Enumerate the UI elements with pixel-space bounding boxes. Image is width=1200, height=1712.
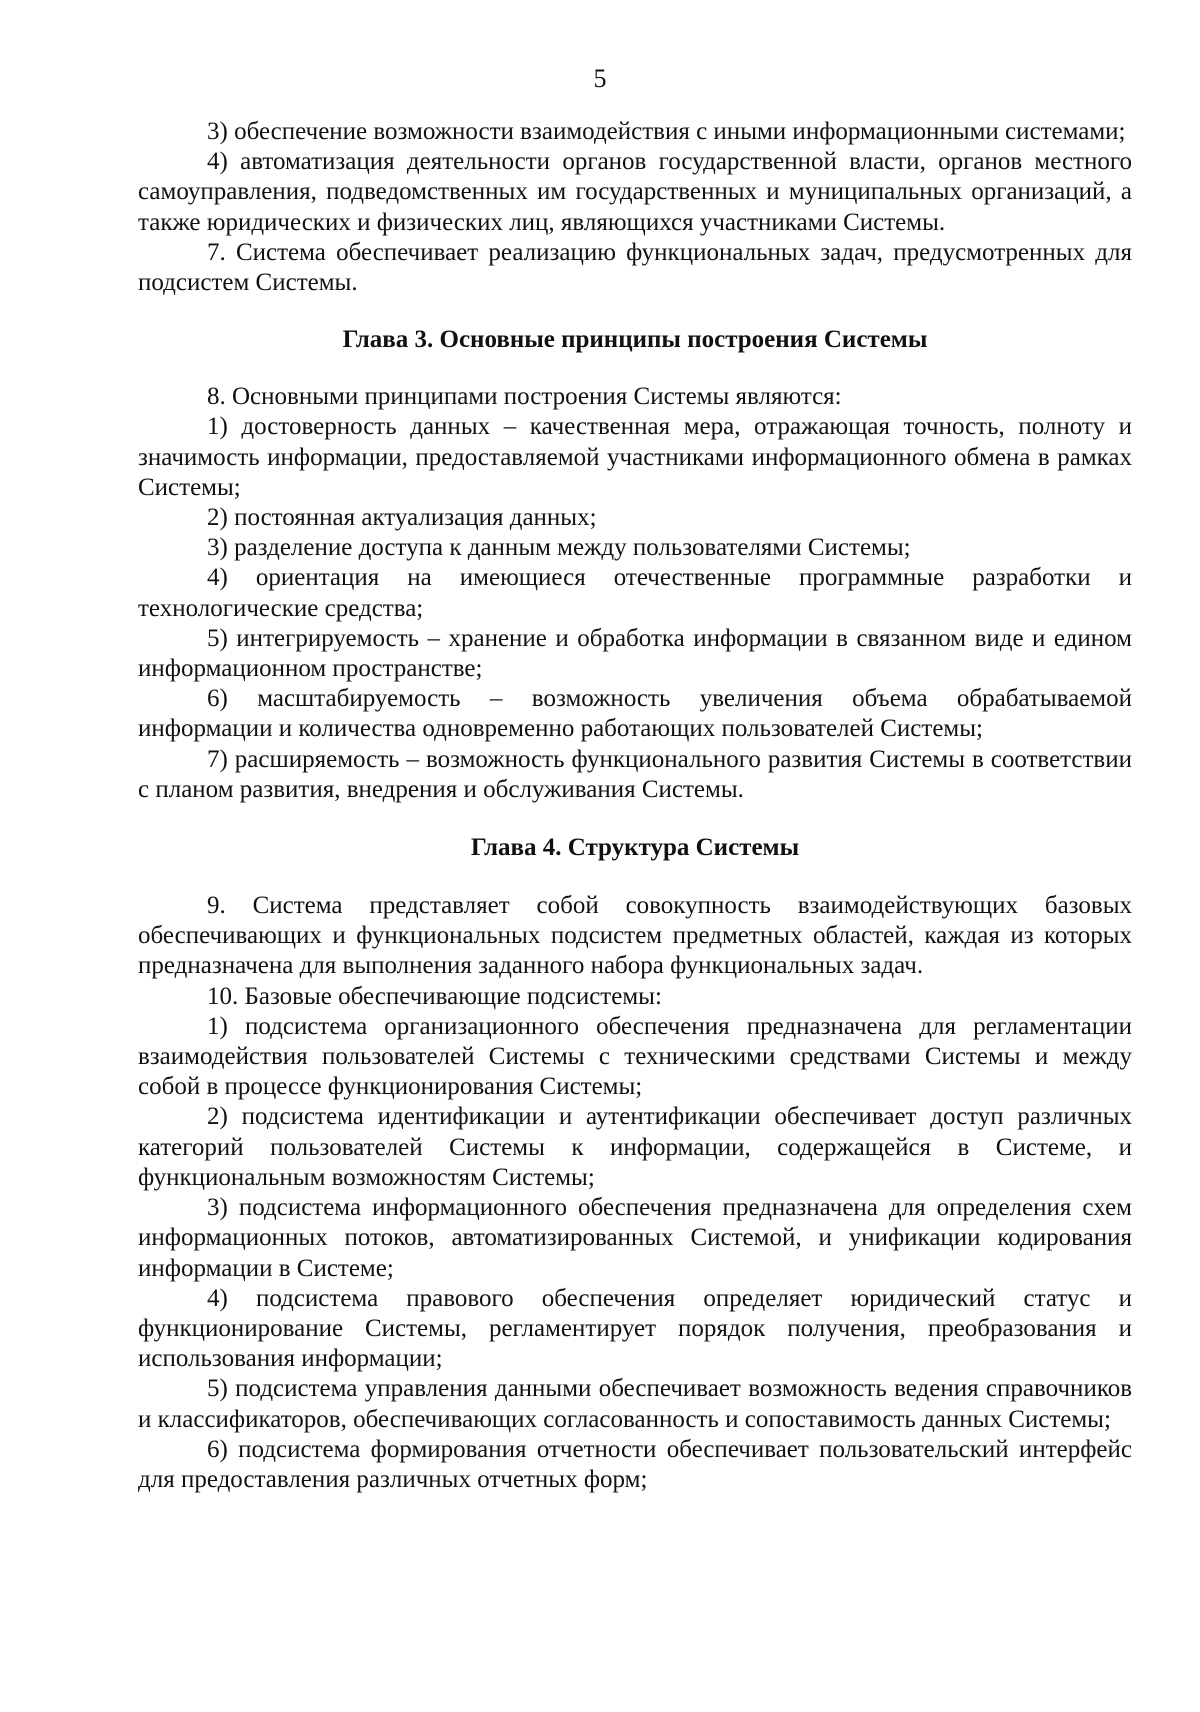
paragraph-clause-7: 7. Система обеспечивает реализацию функциональных задач, предусмотренных для подсистем Системы. (138, 238, 1132, 297)
principle-2: 2) постоянная актуализация данных; (207, 504, 597, 532)
principle-6: 6) масштабируемость – возможность увеличения объема обрабатываемой информации и количества одновременно работающих пользователей Системы; (138, 685, 1132, 743)
subsystem-3: 3) подсистема информационного обеспечения предназначена для определения схем информационных потоков, автоматизированных Системой, и унификации кодирования информации в Системе; (138, 1194, 1132, 1282)
subsystem-2: 2) подсистема идентификации и аутентификации обеспечивает доступ различных категорий пользователей Системы к информации, содержащейся в Системе, и функциональным возможностям Системы; (138, 1103, 1132, 1191)
principle-1: 1) достоверность данных – качественная мера, отражающая точность, полноту и значимость информации, предоставляемой участниками информационного обмена в рамках Системы; (138, 413, 1132, 501)
subsystem-6: 6) подсистема формирования отчетности обеспечивает пользовательский интерфейс для предоставления различных отчетных форм; (138, 1435, 1132, 1493)
paragraph-item-3: 3) обеспечение возможности взаимодействия с иными информационными системами; (207, 118, 1126, 145)
chapter-3-heading: Глава 3. Основные принципы построения Системы (342, 326, 928, 354)
subsystem-5: 5) подсистема управления данными обеспечивает возможность ведения справочников и классификаторов, обеспечивающих согласованность и сопоставимость данных Системы; (138, 1375, 1132, 1433)
document-body (138, 117, 1132, 1495)
chapter-4-heading: Глава 4. Структура Системы (470, 834, 800, 862)
paragraph-clause-10: 10. Базовые обеспечивающие подсистемы: (207, 982, 662, 1010)
principle-4: 4) ориентация на имеющиеся отечественные программные разработки и технологические средства; (138, 564, 1132, 622)
paragraph-clause-8: 8. Основными принципами построения Системы являются: (207, 383, 842, 411)
paragraph-item-4: 4) автоматизация деятельности органов государственной власти, органов местного самоуправления, подведомственных им государственных и муниципальных организаций, а также юридических и физических лиц, являющихся участниками Системы. (138, 148, 1132, 236)
principle-5: 5) интегрируемость – хранение и обработка информации в связанном виде и едином информационном пространстве; (138, 624, 1132, 683)
subsystem-4: 4) подсистема правового обеспечения определяет юридический статус и функционирование Системы, регламентирует порядок получения, преобразования и использования информации; (138, 1284, 1132, 1373)
principle-7: 7) расширяемость – возможность функционального развития Системы в соответствии с планом развития, внедрения и обслуживания Системы. (138, 745, 1132, 803)
principle-3: 3) разделение доступа к данным между пользователями Системы; (207, 534, 911, 562)
paragraph-clause-9: 9. Система представляет собой совокупность взаимодействующих базовых обеспечивающих и функциональных подсистем предметных областей, каждая из которых предназначена для выполнения заданного набора функциональных задач. (138, 892, 1132, 980)
page-number: 5 (593, 64, 607, 93)
subsystem-1: 1) подсистема организационного обеспечения предназначена для регламентации взаимодействия пользователей Системы с техническими средствами Системы и между собой в процессе функционирования Системы; (138, 1012, 1132, 1101)
